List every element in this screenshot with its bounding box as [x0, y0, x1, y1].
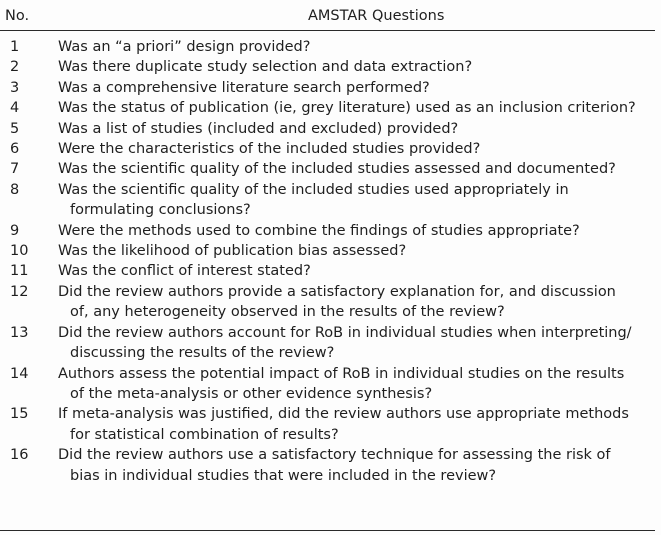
header-rule: [0, 30, 655, 31]
question-line: Was the likelihood of publication bias assessed?: [58, 243, 407, 260]
question-line: Were the methods used to combine the findings of studies appropriate?: [58, 222, 580, 239]
table-row: [0, 159, 661, 179]
question-text: [59, 445, 654, 486]
row-number: 5: [10, 120, 20, 137]
header-questions: AMSTAR Questions: [308, 8, 445, 24]
question-line: Was a list of studies (included and excluded) provided?: [58, 120, 459, 137]
question-text: [59, 241, 654, 261]
question-text: [59, 404, 654, 445]
row-number: 10: [10, 243, 29, 260]
row-number: 2: [10, 59, 20, 76]
question-line: Authors assess the potential impact of RoB in individual studies on the results: [58, 365, 625, 382]
row-number: 16: [10, 447, 29, 464]
question-continuation-line: of the meta-analysis or other evidence synthesis?: [70, 385, 433, 402]
table-body: [0, 37, 661, 486]
question-line: Was the conflict of interest stated?: [58, 263, 311, 280]
table-row: [0, 404, 661, 445]
question-text: [59, 98, 654, 118]
table-row: [0, 180, 661, 221]
question-text: [59, 139, 654, 159]
question-text: [59, 323, 654, 364]
row-number: 11: [10, 263, 29, 280]
row-number: 9: [10, 222, 20, 239]
table-row: [0, 282, 661, 323]
question-text: [59, 261, 654, 281]
row-number: 3: [10, 79, 20, 96]
row-number: 1: [10, 39, 20, 55]
table-row: [0, 139, 661, 159]
header-no: No.: [5, 8, 30, 24]
table-row: [0, 364, 661, 405]
question-continuation-line: formulating conclusions?: [70, 202, 251, 219]
question-line: Was an “a priori” design provided?: [58, 39, 311, 55]
question-text: [59, 119, 654, 139]
question-line: Was a comprehensive literature search performed?: [58, 79, 430, 96]
row-number: 15: [10, 406, 29, 423]
question-line: Did the review authors use a satisfactory technique for assessing the risk of: [58, 447, 611, 464]
question-continuation-line: discussing the results of the review?: [70, 345, 335, 362]
table-row: [0, 119, 661, 139]
question-continuation-line: bias in individual studies that were included in the review?: [70, 467, 497, 484]
table-row: [0, 98, 661, 118]
question-text: [59, 78, 654, 98]
table-row: [0, 445, 661, 486]
question-line: Was the status of publication (ie, grey literature) used as an inclusion criterion?: [58, 100, 636, 117]
table-row: [0, 261, 661, 281]
row-number: 8: [10, 181, 20, 198]
question-text: [59, 282, 654, 323]
question-line: Was the scientific quality of the included studies assessed and documented?: [58, 161, 616, 178]
question-continuation-line: of, any heterogeneity observed in the results of the review?: [70, 304, 505, 321]
table-row: [0, 37, 661, 57]
question-line: Were the characteristics of the included studies provided?: [58, 141, 481, 158]
bottom-rule: [0, 530, 655, 531]
question-text: [59, 364, 654, 405]
row-number: 12: [10, 283, 29, 300]
table-row: [0, 78, 661, 98]
row-number: 14: [10, 365, 29, 382]
table-row: [0, 221, 661, 241]
question-line: Did the review authors account for RoB in individual studies when interpreting/: [58, 324, 632, 341]
row-number: 6: [10, 141, 20, 158]
question-continuation-line: for statistical combination of results?: [70, 426, 339, 443]
row-number: 4: [10, 100, 20, 117]
table-row: [0, 57, 661, 77]
row-number: 7: [10, 161, 20, 178]
question-text: [59, 221, 654, 241]
table-row: [0, 241, 661, 261]
question-text: [59, 180, 654, 221]
question-line: Was there duplicate study selection and data extraction?: [58, 59, 473, 76]
question-line: Did the review authors provide a satisfactory explanation for, and discussion: [58, 283, 616, 300]
question-text: [59, 159, 654, 179]
question-line: Was the scientific quality of the included studies used appropriately in: [58, 181, 569, 198]
question-text: [59, 37, 654, 57]
table-row: [0, 323, 661, 364]
question-line: If meta-analysis was justified, did the review authors use appropriate methods: [58, 406, 629, 423]
question-text: [59, 57, 654, 77]
row-number: 13: [10, 324, 29, 341]
